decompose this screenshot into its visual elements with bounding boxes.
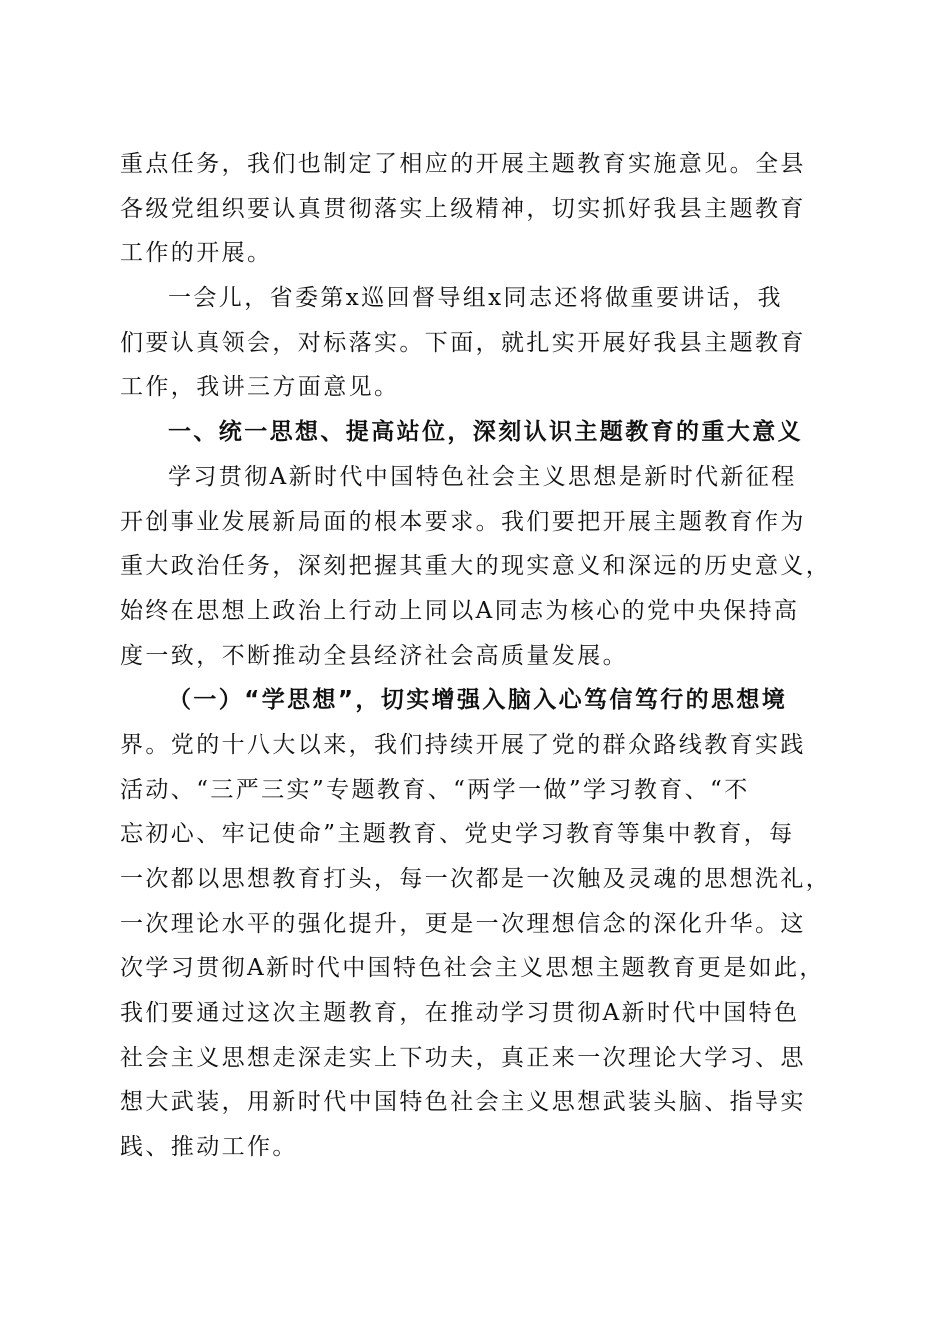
document-page bbox=[120, 142, 840, 1170]
text-line: 开创事业发展新局面的根本要求。我们要把开展主题教育作为 bbox=[120, 508, 806, 535]
text-line: 社会主义思想走深走实上下功夫，真正来一次理论大学习、思 bbox=[120, 1044, 806, 1071]
text-line: 践、推动工作。 bbox=[120, 1134, 298, 1161]
text-line: 工作，我讲三方面意见。 bbox=[120, 374, 400, 401]
text-line: 一次理论水平的强化提升，更是一次理想信念的深化升华。这 bbox=[120, 910, 806, 937]
text-line: 忘初心、牢记使命”主题教育、党史学习教育等集中教育，每 bbox=[120, 821, 795, 848]
text-line: 们要认真领会，对标落实。下面，就扎实开展好我县主题教育 bbox=[120, 329, 806, 356]
paragraph-start-line: 学习贯彻A新时代中国特色社会主义思想是新时代新征程 bbox=[168, 463, 797, 490]
paragraph-start-line: 一会儿，省委第x巡回督导组x同志还将做重要讲话，我 bbox=[168, 285, 783, 312]
text-line: 重大政治任务，深刻把握其重大的现实意义和深远的历史意义， bbox=[120, 553, 832, 580]
text-line: 始终在思想上政治上行动上同以A同志为核心的党中央保持高 bbox=[120, 597, 800, 624]
text-line: 次学习贯彻A新时代中国特色社会主义思想主题教育更是如此， bbox=[120, 955, 825, 982]
text-line: 我们要通过这次主题教育，在推动学习贯彻A新时代中国特色 bbox=[120, 1000, 800, 1027]
text-line: 度一致，不断推动全县经济社会高质量发展。 bbox=[120, 642, 628, 669]
text-line: 想大武装，用新时代中国特色社会主义思想武装头脑、指导实 bbox=[120, 1089, 806, 1116]
text-line: 工作的开展。 bbox=[120, 240, 273, 267]
text-line: 各级党组织要认真贯彻落实上级精神，切实抓好我县主题教育 bbox=[120, 195, 806, 222]
text-line: 一次都以思想教育打头，每一次都是一次触及灵魂的思想洗礼， bbox=[120, 866, 832, 892]
section-heading: 一、统一思想、提高站位，深刻认识主题教育的重大意义 bbox=[168, 419, 803, 446]
text-line: 活动、“三严三实”专题教育、“两学一做”学习教育、“不 bbox=[120, 776, 750, 803]
text-line: 界。党的十八大以来，我们持续开展了党的群众路线教育实践 bbox=[120, 731, 806, 758]
text-line: 重点任务，我们也制定了相应的开展主题教育实施意见。全县 bbox=[120, 151, 806, 177]
subsection-heading-line: （一）“学思想”，切实增强入脑入心笃信笃行的思想境 bbox=[168, 687, 788, 714]
